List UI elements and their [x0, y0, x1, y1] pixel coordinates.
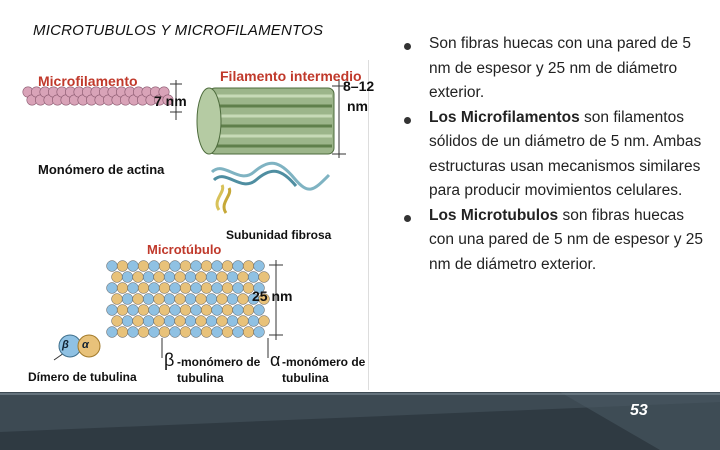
tubulin-dimer-label: Dímero de tubulina — [28, 370, 137, 384]
size-nm-label: nm — [347, 98, 368, 114]
bullet-item — [404, 204, 704, 278]
alpha-monomer-label-line2: tubulina — [282, 371, 329, 385]
beta-monomer-label-line2: tubulina — [177, 371, 224, 385]
actin-monomer-label: Monómero de actina — [38, 162, 165, 177]
size-7nm-label: 7 nm — [154, 93, 187, 109]
bullet-dot-icon — [404, 215, 411, 222]
bullet-dot-icon — [404, 43, 411, 50]
size-25nm-label: 25 nm — [252, 288, 293, 304]
fibrous-subunit-drawing — [212, 163, 329, 213]
bullet-text: Son fibras huecas con una pared de 5 nm de espesor y 25 nm de diámetro exterior. — [429, 35, 691, 101]
footer-band — [0, 392, 720, 450]
bullet-item — [404, 106, 704, 204]
microfilament-label: Microfilamento — [38, 73, 138, 89]
beta-symbol: β — [164, 350, 175, 370]
bullet-dot-icon — [404, 117, 411, 124]
intermediate-filament-label: Filamento intermedio — [220, 68, 362, 84]
fibrous-subunit-label: Subunidad fibrosa — [226, 228, 332, 242]
beta-monomer-label-line1: -monómero de — [177, 355, 261, 369]
bullet-bold: Los Microfilamentos — [429, 108, 580, 126]
dimer-alpha-symbol: α — [82, 339, 89, 351]
page-number: 53 — [630, 402, 648, 419]
microtubule-drawing — [107, 261, 270, 338]
bullet-list — [404, 32, 704, 277]
microtubule-label: Microtúbulo — [147, 242, 222, 257]
slide-title: MICROTUBULOS Y MICROFILAMENTOS — [33, 22, 324, 39]
bullet-item — [404, 32, 704, 106]
dimer-beta-symbol: β — [62, 339, 69, 351]
cytoskeleton-figure — [14, 60, 375, 390]
intermediate-filament-drawing — [197, 88, 334, 154]
alpha-monomer-label-line1: -monómero de — [282, 355, 366, 369]
alpha-symbol: α — [270, 350, 281, 370]
microfilament-drawing — [23, 87, 173, 105]
size-8-12-label: 8–12 — [343, 78, 375, 94]
bullet-bold: Los Microtubulos — [429, 206, 559, 224]
bullet-text: son filamentos sólidos de un diámetro de 5 nm. Ambas estructuras usan mecanismos similares para producir movimientos celulares. — [429, 108, 702, 199]
bullet-text: son fibras huecas con una pared de 5 nm de espesor y 25 nm de diámetro exterior. — [429, 206, 704, 273]
